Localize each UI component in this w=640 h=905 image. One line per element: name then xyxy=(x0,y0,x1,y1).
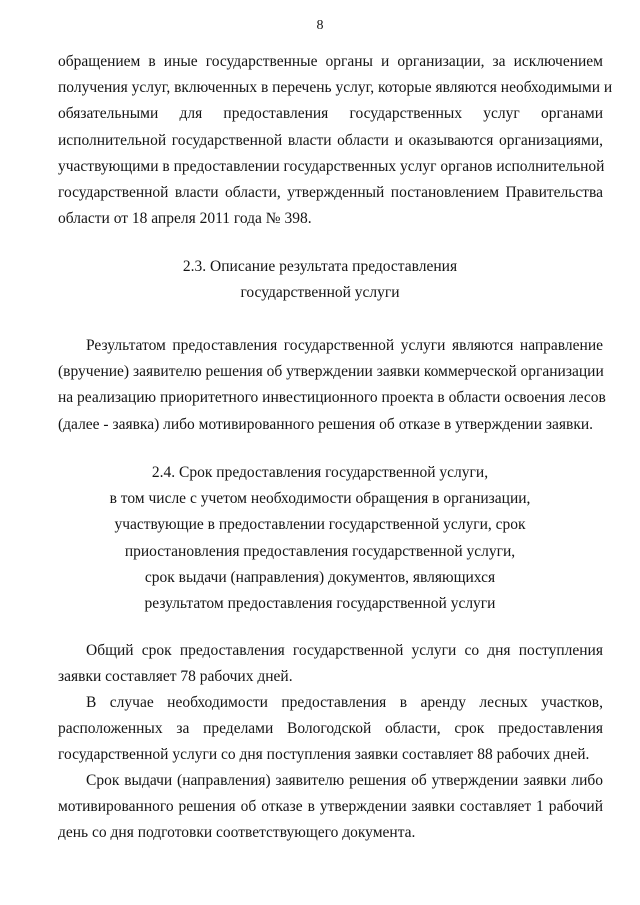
paragraph-line: Срок выдачи (направления) заявителю решения об утверждении заявки либо xyxy=(86,772,603,789)
heading-line: приостановления предоставления государственной услуги, xyxy=(124,542,516,560)
heading-line: государственной услуги xyxy=(240,284,400,302)
paragraph-line: государственной власти области, утвержденный постановлением Правительства xyxy=(58,183,603,201)
paragraph-line: Общий срок предоставления государственной услуги со дня поступления xyxy=(86,642,603,659)
paragraph-line: исполнительной государственной власти области и оказываются организациями, xyxy=(58,131,603,149)
paragraph-line: на реализацию приоритетного инвестиционного проекта в области освоения лесов xyxy=(58,389,606,407)
paragraph-line: получения услуг, включенных в перечень услуг, которые являются необходимыми и xyxy=(58,79,613,97)
paragraph-line: заявки составляет 78 рабочих дней. xyxy=(58,668,293,686)
paragraph-2 xyxy=(58,333,606,438)
heading-line: участвующие в предоставлении государственной услуги, срок xyxy=(114,516,526,534)
paragraph-line: день со дня подготовки соответствующего документа. xyxy=(58,824,416,842)
paragraph-line: В случае необходимости предоставления в аренду лесных участков, xyxy=(86,694,603,711)
paragraph-5 xyxy=(58,768,603,847)
page-number: 8 xyxy=(316,18,324,33)
paragraph-3 xyxy=(58,638,603,690)
paragraph-line: (далее - заявка) либо мотивированного решения об отказе в утверждении заявки. xyxy=(58,415,594,433)
paragraph-line: обращением в иные государственные органы и организации, за исключением xyxy=(58,53,603,70)
heading-line: 2.3. Описание результата предоставления xyxy=(182,258,458,275)
paragraph-line: обязательными для предоставления государственных услуг органами xyxy=(58,105,603,123)
paragraph-line: мотивированного решения об отказе в утверждении заявки составляет 1 рабочий xyxy=(58,798,603,816)
paragraph-line: Результатом предоставления государственной услуги являются направление xyxy=(86,337,603,354)
paragraph-line: расположенных за пределами Вологодской области, срок предоставления xyxy=(58,720,603,738)
paragraph-line: области от 18 апреля 2011 года № 398. xyxy=(58,210,312,228)
paragraph-4 xyxy=(58,690,603,769)
heading-line: в том числе с учетом необходимости обращения в организации, xyxy=(109,490,531,508)
heading-line: срок выдачи (направления) документов, являющихся xyxy=(144,568,496,586)
paragraph-line: участвующими в предоставлении государственных услуг органов исполнительной xyxy=(58,157,605,175)
section-heading-2-3 xyxy=(0,254,640,306)
paragraph-1 xyxy=(58,49,613,232)
paragraph-line: (вручение) заявителю решения об утверждении заявки коммерческой организации xyxy=(58,363,604,381)
section-heading-2-4 xyxy=(0,460,640,617)
heading-line: результатом предоставления государственной услуги xyxy=(144,594,496,612)
heading-line: 2.4. Срок предоставления государственной услуги, xyxy=(151,464,489,481)
paragraph-line: государственной услуги со дня поступления заявки составляет 88 рабочих дней. xyxy=(58,746,590,764)
